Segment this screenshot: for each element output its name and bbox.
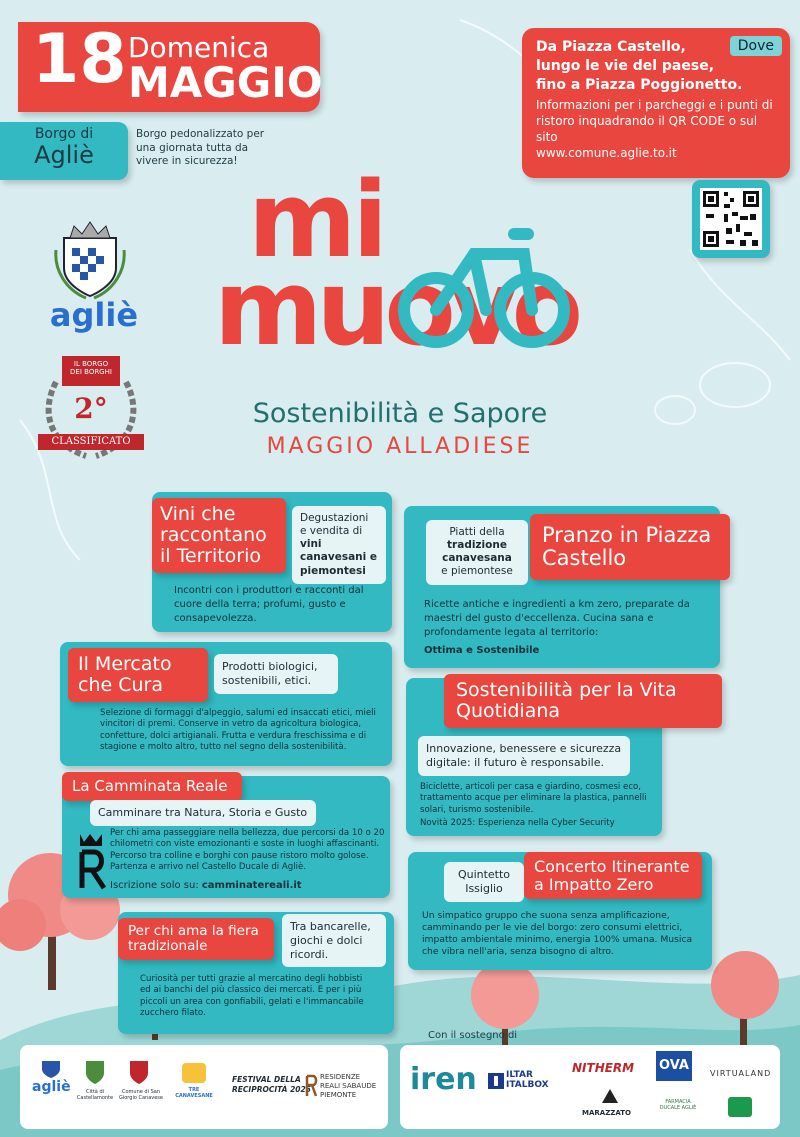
town-name: Agliè	[34, 141, 94, 169]
sponsors-label: Con il sostegno di	[428, 1030, 518, 1041]
pedestrian-note: Borgo pedonalizzato per una giornata tutta da vivere in sicurezza!	[136, 128, 265, 168]
borgo-badge-line1: IL BORGO	[73, 360, 109, 368]
borgo-badge-ribbon: CLASSIFICATO	[38, 434, 144, 450]
mercato-body: Selezione di formaggi d'alpeggio, salumi ed insaccati etici, mieli vincitori di premi. Conserve in vetro da agricoltura biologica, confetture, dolci artigianali. Frutta e verdura freschissima e di stagione e molto altro, tutto nel segno della sostenibilità.	[100, 708, 376, 753]
date-month: MAGGIO	[128, 58, 323, 107]
sponsor-residenze	[320, 1073, 376, 1099]
vini-body: Incontri con i produttori e racconti dal cuore della terra; profumi, gusto e consapevolezza.	[174, 585, 364, 624]
vini-tag-bold: vini canavesani e piemontesi	[300, 538, 378, 577]
sponsors-left-panel	[20, 1045, 388, 1129]
fiera-tag: Tra bancarelle, giochi e dolci ricordi.	[282, 914, 386, 967]
aglie-crest-small-icon	[40, 1059, 62, 1079]
section-fiera	[118, 912, 394, 1034]
iltar-line1: ILTAR	[506, 1070, 533, 1080]
festival-line1: FESTIVAL DELLA	[232, 1075, 301, 1084]
camminata-title: La Camminata Reale	[62, 772, 242, 801]
sponsor-ova: OVA	[656, 1051, 692, 1081]
town-badge	[0, 122, 128, 180]
pranzo-highlight: Ottima e Sostenibile	[424, 645, 540, 656]
castellamonte-crest-icon	[84, 1059, 106, 1085]
subtitle-main: Sostenibilità e Sapore	[252, 398, 548, 429]
logo-word-muovo: muovo	[214, 247, 578, 369]
vini-tag-pre: Degustazioni e vendita di	[300, 512, 369, 538]
fiera-body: Curiosità per tutti grazie al mercatino degli hobbisti ed ai banchi del più classico dei mercati. E per i più piccoli un area con gonfiabili, gelati e l'immancabile zucchero filato.	[140, 974, 364, 1019]
sponsor-san-giorgio: Comune di San Giorgio Canavese	[118, 1089, 163, 1101]
where-box	[522, 28, 790, 178]
sponsor-aglie: agliè	[32, 1079, 71, 1095]
sostenibilita-title: Sostenibilità per la Vita Quotidiana	[444, 674, 722, 728]
where-site[interactable]: www.comune.aglie.to.it	[536, 146, 677, 161]
camminata-signup	[110, 880, 302, 891]
where-line3: fino a Piazza Poggionetto.	[536, 76, 743, 93]
residenze-line3: PIEMONTE	[320, 1090, 357, 1099]
sponsor-marazzato: MARAZZATO	[582, 1109, 631, 1117]
where-info: Informazioni per i parcheggi e i punti di ristoro inquadrando il QR CODE o sul sito	[536, 97, 773, 145]
residenze-reali-icon	[304, 1073, 318, 1099]
mercato-title: Il Mercato che Cura	[68, 648, 208, 702]
sponsors-right-panel	[400, 1045, 780, 1129]
sponsor-nitherm: NITHERM	[572, 1061, 635, 1075]
borgo-badge-line2: DEI BORGHI	[70, 368, 112, 377]
sostenibilita-body: Biciclette, articoli per casa e giardino, cosmesi eco, trattamento acque per eliminare la plastica, pannelli solari, turismo sostenibile.	[420, 782, 647, 815]
iltar-line2: ITALBOX	[506, 1079, 549, 1090]
subtitle-secondary: MAGGIO ALLADIESE	[266, 434, 534, 459]
residenze-line1: RESIDENZE	[320, 1073, 361, 1081]
mi-muovo-logo	[214, 159, 578, 390]
marazzato-icon	[600, 1085, 620, 1105]
town-prefix: Borgo di	[34, 126, 94, 142]
section-concerto	[408, 852, 712, 970]
festival-line2: RECIPROCITÀ 2025	[232, 1084, 311, 1094]
camminata-tag: Camminare tra Natura, Storia e Gusto	[90, 800, 316, 826]
where-tag: Dove	[730, 36, 782, 56]
where-line1: Da Piazza Castello,	[536, 39, 686, 55]
green-sponsor-icon	[728, 1097, 752, 1117]
mercato-tag: Prodotti biologici, sostenibili, etici.	[214, 654, 338, 694]
pranzo-title: Pranzo in Piazza Castello	[530, 514, 730, 580]
pranzo-tag-bold: tradizione canavesana	[442, 539, 512, 565]
pranzo-tag-pre: Piatti della	[449, 526, 505, 538]
section-pranzo	[404, 506, 720, 668]
tre-canavesane-icon	[180, 1059, 208, 1085]
borgo-badge-rank: 2°	[74, 392, 108, 425]
sponsor-virtualand: VIRTUALAND	[710, 1069, 772, 1078]
pranzo-body: Ricette antiche e ingredienti a km zero, preparate da maestri del gusto d'eccellenza. Cucina sana e profondamente legata al territorio:	[424, 599, 690, 638]
camminata-signup-site[interactable]: camminatereali.it	[201, 880, 302, 891]
date-day: 18	[32, 20, 127, 99]
aglie-logo-text: agliè	[49, 296, 139, 334]
camminate-reali-logo-icon	[74, 830, 108, 890]
where-line2: lungo le vie del paese,	[536, 57, 715, 74]
sponsor-farmacia: FARMACIA DUCALE AGLIÈ	[659, 1099, 697, 1111]
sostenibilita-novelty: Novità 2025: Esperienza nella Cyber Security	[420, 818, 615, 828]
section-sostenibilita	[406, 678, 677, 836]
logo-word-mi: mi	[248, 159, 385, 281]
san-giorgio-crest-icon	[128, 1059, 150, 1085]
bicycle-icon	[394, 226, 574, 356]
pranzo-tag-post: e piemontese	[441, 565, 513, 578]
borgo-badge-box	[62, 356, 120, 386]
date-banner	[18, 20, 323, 112]
sponsor-iren: iren	[410, 1062, 477, 1097]
sponsor-festival	[232, 1075, 311, 1095]
concerto-tag: Quintetto Issiglio	[444, 862, 524, 902]
vini-tag	[292, 506, 386, 584]
aglie-crest-icon	[50, 220, 130, 300]
pranzo-tag	[426, 520, 528, 585]
iltar-icon	[488, 1073, 504, 1089]
sostenibilita-tag: Innovazione, benessere e sicurezza digitale: il futuro è responsabile.	[418, 736, 630, 776]
sponsor-tre-canavesane: TRE CANAVESANE	[175, 1087, 213, 1099]
date-weekday: Domenica	[128, 31, 270, 64]
fiera-title: Per chi ama la fiera tradizionale	[118, 918, 274, 960]
residenze-line2: REALI SABAUDE	[320, 1081, 377, 1090]
sponsor-castellamonte: Città di Castellamonte	[76, 1089, 114, 1101]
qr-code-icon	[700, 188, 762, 250]
concerto-body: Un simpatico gruppo che suona senza amplificazione, camminando per le vie del borgo: zero consumi elettrici, impatto ambientale minimo, energia 100% umana. Musica che vibra nell'aria, senza bisogno di altro.	[422, 910, 693, 958]
section-camminata	[62, 776, 390, 898]
camminata-body: Per chi ama passeggiare nella bellezza, due percorsi da 10 o 20 chilometri con viste emozionanti e soste in luoghi affascinanti. Percorso tra colline e borghi con pause ristoro molto golose. Partenza e arrivo nel Castello Ducale di Agliè.	[110, 828, 385, 873]
vini-title: Vini che raccontano il Territorio	[152, 498, 286, 573]
camminata-signup-label: Iscrizione solo su:	[110, 880, 199, 891]
section-vini	[152, 492, 392, 632]
qr-code-frame[interactable]	[692, 180, 770, 258]
concerto-title: Concerto Itinerante a Impatto Zero	[524, 852, 702, 899]
section-mercato	[60, 642, 392, 766]
sponsor-iltar	[486, 1071, 562, 1091]
